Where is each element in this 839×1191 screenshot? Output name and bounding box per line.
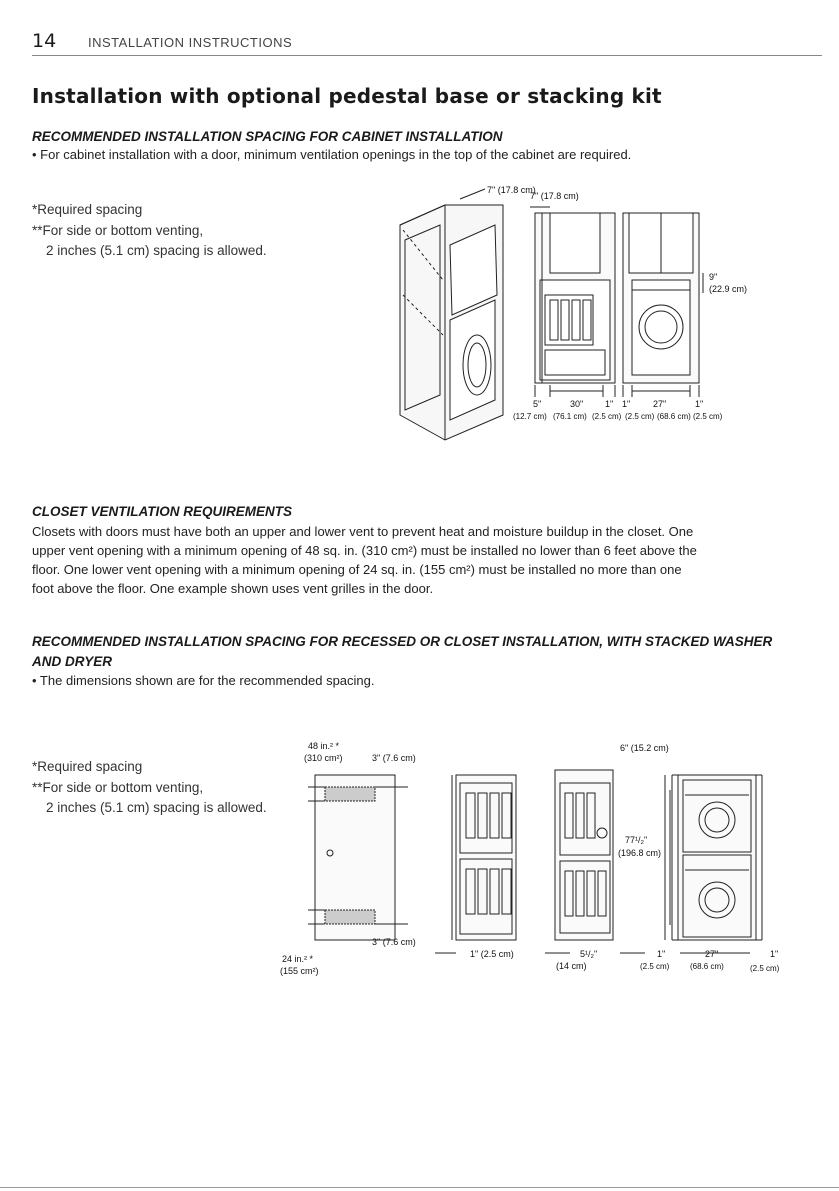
side-gap: 1" (2.5 cm) xyxy=(470,949,514,959)
upper-vent-area: 48 in.² * xyxy=(308,741,340,751)
cabinet-m3: (2.5 cm) xyxy=(592,412,622,421)
stack-height-metric: (196.8 cm) xyxy=(618,848,662,858)
cabinet-w4: 1" xyxy=(622,399,631,409)
stacked-w3: 1" xyxy=(770,949,779,959)
stacked-installation-figure xyxy=(280,735,805,985)
closet-line-3: floor. One lower vent opening with a minimum opening of 24 sq. in. (155 cm²) must be installed no more than one xyxy=(32,562,682,577)
cabinet-m2: (76.1 cm) xyxy=(553,412,587,421)
cabinet-height-metric: (22.9 cm) xyxy=(709,284,748,294)
cabinet-w1: 5" xyxy=(533,399,542,409)
closet-line-2: upper vent opening with a minimum opening of 48 sq. in. (310 cm²) must be installed no lower than 6 feet above the xyxy=(32,543,697,558)
cabinet-w6: 1" xyxy=(695,399,704,409)
page-title: Installation with optional pedestal base or stacking kit xyxy=(32,84,662,108)
cabinet-spacing-bullet: • For cabinet installation with a door, minimum ventilation openings in the top of the cabinet are required. xyxy=(32,147,632,162)
required-spacing-note-2: *Required spacing xyxy=(32,759,143,774)
stacked-m1: (2.5 cm) xyxy=(640,962,670,971)
cabinet-m1: (12.7 cm) xyxy=(513,412,547,421)
venting-allowed-note: 2 inches (5.1 cm) spacing is allowed. xyxy=(46,243,267,258)
cabinet-m4: (2.5 cm) xyxy=(625,412,655,421)
cabinet-top-offset1: 7" (17.8 cm) xyxy=(487,185,536,195)
bottom-gap: 3" (7.6 cm) xyxy=(372,937,416,947)
front-gap-metric: (14 cm) xyxy=(556,961,587,971)
front-gap: 5¹/₂" xyxy=(580,949,598,959)
venting-allowed-note-2: 2 inches (5.1 cm) spacing is allowed. xyxy=(46,800,267,815)
upper-vent-metric: (310 cm²) xyxy=(304,753,343,763)
stacked-w1: 1" xyxy=(657,949,666,959)
cabinet-m6: (2.5 cm) xyxy=(693,412,723,421)
stacked-spacing-notes xyxy=(32,757,267,818)
stacked-w2: 27" xyxy=(705,949,719,959)
lower-vent-area: 24 in.² * xyxy=(282,954,314,964)
stacked-spacing-bullet: • The dimensions shown are for the recommended spacing. xyxy=(32,673,375,688)
lower-vent-metric: (155 cm²) xyxy=(280,966,319,976)
cabinet-w2: 30" xyxy=(570,399,584,409)
cabinet-height-label: 9" xyxy=(709,272,718,282)
cabinet-spacing-heading: RECOMMENDED INSTALLATION SPACING FOR CABINET INSTALLATION xyxy=(32,129,503,144)
stacked-spacing-heading-2: AND DRYER xyxy=(32,654,113,669)
page-number: 14 xyxy=(32,30,57,52)
required-spacing-note: *Required spacing xyxy=(32,202,143,217)
venting-note: **For side or bottom venting, xyxy=(32,223,204,238)
cabinet-spacing-notes xyxy=(32,200,267,261)
stack-height: 77¹/₂" xyxy=(625,835,648,845)
stacked-m2: (68.6 cm) xyxy=(690,962,724,971)
venting-note-2: **For side or bottom venting, xyxy=(32,780,204,795)
stacked-spacing-heading: RECOMMENDED INSTALLATION SPACING FOR RECESSED OR CLOSET INSTALLATION, WITH STACKED WASHER xyxy=(32,634,773,649)
top-clearance: 6" (15.2 cm) xyxy=(620,743,669,753)
stacked-m3: (2.5 cm) xyxy=(750,964,780,973)
closet-line-1: Closets with doors must have both an upper and lower vent to prevent heat and moisture buildup in the closet. One xyxy=(32,524,694,539)
top-gap: 3" (7.6 cm) xyxy=(372,753,416,763)
header-rule xyxy=(32,55,822,56)
cabinet-m5: (68.6 cm) xyxy=(657,412,691,421)
closet-ventilation-body xyxy=(32,522,832,598)
cabinet-installation-figure xyxy=(385,185,805,455)
closet-line-4: foot above the floor. One example shown uses vent grilles in the door. xyxy=(32,581,434,596)
cabinet-w3: 1" xyxy=(605,399,614,409)
cabinet-w5: 27" xyxy=(653,399,667,409)
cabinet-top-offset2: 7" (17.8 cm) xyxy=(530,191,579,201)
page-bottom-edge xyxy=(0,1187,839,1188)
section-header: INSTALLATION INSTRUCTIONS xyxy=(88,35,293,50)
closet-ventilation-heading: CLOSET VENTILATION REQUIREMENTS xyxy=(32,504,293,519)
